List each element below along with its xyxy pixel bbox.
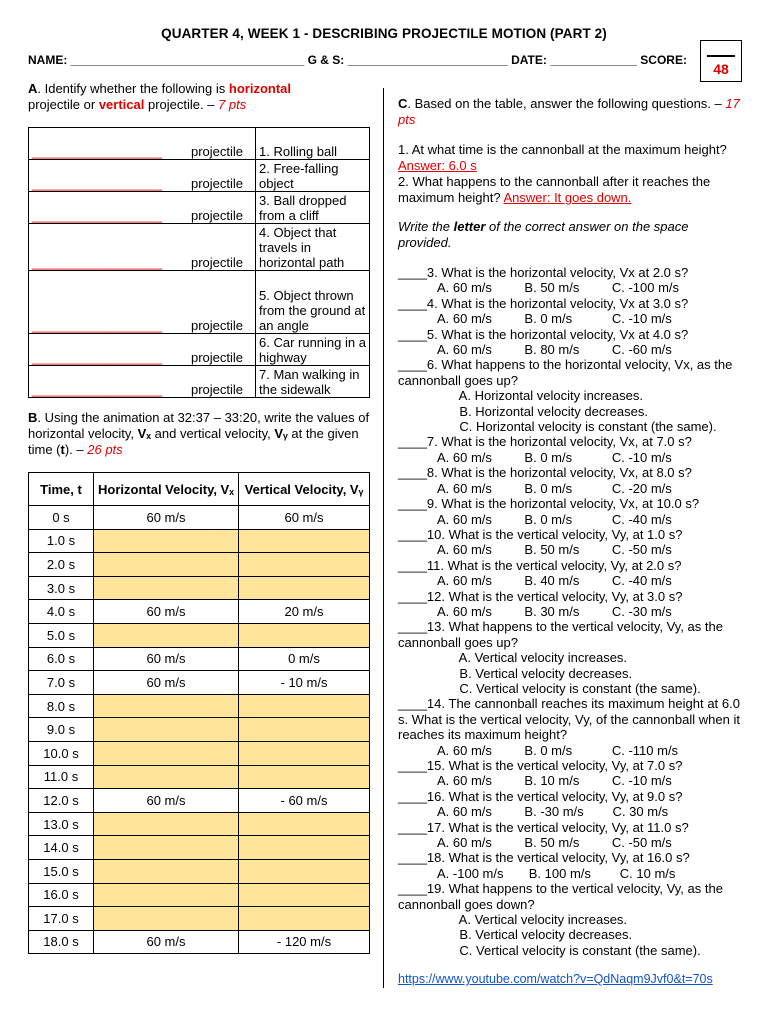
student-info-line: NAME: ___________________________________ G & S: ________________________ DATE: _____________ SCORE: [28, 53, 687, 67]
identify-row [29, 334, 370, 366]
worksheet-title: QUARTER 4, WEEK 1 - DESCRIBING PROJECTILE MOTION (PART 2) [161, 26, 607, 41]
time-cell: 4.0 s [29, 600, 94, 624]
vy-cell[interactable] [239, 883, 370, 907]
answer-cell[interactable] [29, 366, 256, 398]
question-7: ____7. What is the horizontal velocity, Vx, at 7.0 s? [398, 434, 692, 450]
projectile-suffix: projectile [191, 176, 244, 191]
item-description: 2. Free-falling object [256, 160, 370, 192]
question-6: ____6. What happens to the horizontal velocity, Vx, as the cannonball goes up? [398, 357, 733, 388]
vy-cell: 0 m/s [239, 647, 370, 671]
header-vertical-velocity: Vertical Velocity, Vᵧ [239, 473, 370, 506]
answer-blank: __________________ [32, 208, 163, 223]
answer-blank: __________________ [32, 176, 163, 191]
answer-cell[interactable] [29, 334, 256, 366]
question-1: 1. At what time is the cannonball at the maximum height? Answer: 6.0 s [398, 142, 727, 173]
velocity-table [28, 472, 370, 954]
item-description: 3. Ball dropped from a cliff [256, 192, 370, 224]
projectile-suffix: projectile [191, 318, 244, 333]
vy-cell[interactable] [239, 553, 370, 577]
identify-row [29, 271, 370, 334]
vx-cell[interactable] [94, 883, 239, 907]
velocity-row [29, 671, 370, 695]
velocity-row [29, 930, 370, 954]
velocity-row [29, 623, 370, 647]
question-9: ____9. What is the horizontal velocity, Vx, at 10.0 s? [398, 496, 700, 512]
velocity-row [29, 859, 370, 883]
identify-table [28, 127, 370, 398]
projectile-suffix: projectile [191, 255, 244, 270]
velocity-row [29, 553, 370, 577]
velocity-row [29, 907, 370, 931]
item-description: 5. Object thrown from the ground at an angle [256, 271, 370, 334]
question-4: ____4. What is the horizontal velocity, Vx at 3.0 s? [398, 295, 689, 311]
time-cell: 8.0 s [29, 694, 94, 718]
velocity-row [29, 883, 370, 907]
vx-cell: 60 m/s [94, 600, 239, 624]
time-cell: 15.0 s [29, 859, 94, 883]
write-letter-instructions: Write the letter of the correct answer on the space provided. [398, 219, 689, 250]
vx-cell[interactable] [94, 907, 239, 931]
time-cell: 6.0 s [29, 647, 94, 671]
item-description: 6. Car running in a highway [256, 334, 370, 366]
velocity-row [29, 765, 370, 789]
vy-cell[interactable] [239, 812, 370, 836]
velocity-row [29, 647, 370, 671]
answer-cell[interactable] [29, 128, 256, 160]
section-c-instructions: C. Based on the table, answer the following questions. – 17 pts [398, 96, 740, 127]
vx-cell[interactable] [94, 812, 239, 836]
velocity-row [29, 600, 370, 624]
time-cell: 3.0 s [29, 576, 94, 600]
vy-cell: - 60 m/s [239, 789, 370, 813]
velocity-row [29, 836, 370, 860]
time-cell: 14.0 s [29, 836, 94, 860]
vx-cell[interactable] [94, 576, 239, 600]
score-box [700, 40, 742, 82]
time-cell: 18.0 s [29, 930, 94, 954]
vx-cell[interactable] [94, 765, 239, 789]
answer-cell[interactable] [29, 271, 256, 334]
question-17: ____17. What is the vertical velocity, Vy, at 11.0 s? [398, 819, 689, 835]
question-18: ____18. What is the vertical velocity, Vy, at 16.0 s? [398, 850, 690, 866]
answer-cell[interactable] [29, 224, 256, 271]
answer-blank: __________________ [32, 144, 163, 159]
answer-blank: __________________ [32, 350, 163, 365]
time-cell: 10.0 s [29, 741, 94, 765]
vy-cell[interactable] [239, 765, 370, 789]
answer-cell[interactable] [29, 160, 256, 192]
vy-cell: 60 m/s [239, 506, 370, 530]
time-cell: 16.0 s [29, 883, 94, 907]
time-cell: 17.0 s [29, 907, 94, 931]
vx-cell: 60 m/s [94, 647, 239, 671]
vx-cell: 60 m/s [94, 671, 239, 695]
score-value: 48 [713, 61, 729, 77]
question-10: ____10. What is the vertical velocity, Vy, at 1.0 s? [398, 526, 683, 542]
question-14: ____14. The cannonball reaches its maximum height at 6.0 s. What is the vertical velocity, Vy, of the cannonball when it reaches its maximum height? [398, 696, 740, 743]
vx-cell[interactable] [94, 836, 239, 860]
vy-cell[interactable] [239, 694, 370, 718]
identify-row [29, 224, 370, 271]
question-3: ____3. What is the horizontal velocity, Vx at 2.0 s? [398, 265, 689, 280]
vx-cell: 60 m/s [94, 930, 239, 954]
time-cell: 7.0 s [29, 671, 94, 695]
item-description: 4. Object that travels in horizontal path [256, 224, 370, 271]
question-11: ____11. What is the vertical velocity, Vy, at 2.0 s? [398, 557, 682, 573]
answer-blank: __________________ [32, 255, 163, 270]
identify-row [29, 192, 370, 224]
vx-cell[interactable] [94, 741, 239, 765]
velocity-row [29, 506, 370, 530]
vx-cell[interactable] [94, 623, 239, 647]
item-description: 1. Rolling ball [256, 128, 370, 160]
question-8: ____8. What is the horizontal velocity, Vx, at 8.0 s? [398, 465, 692, 481]
time-cell: 11.0 s [29, 765, 94, 789]
projectile-suffix: projectile [191, 208, 244, 223]
identify-row [29, 366, 370, 398]
vx-cell: 60 m/s [94, 506, 239, 530]
question-2: 2. What happens to the cannonball after it reaches the maximum height? Answer: It goes down. [398, 174, 711, 205]
vx-cell[interactable] [94, 553, 239, 577]
identify-row [29, 128, 370, 160]
question-16: ____16. What is the vertical velocity, Vy, at 9.0 s? [398, 788, 683, 804]
vy-cell[interactable] [239, 836, 370, 860]
section-a-instructions: A. Identify whether the following is horizontal projectile or vertical projectile. – 7 pts [28, 81, 291, 112]
time-cell: 9.0 s [29, 718, 94, 742]
answer-cell[interactable] [29, 192, 256, 224]
velocity-row [29, 741, 370, 765]
header-time: Time, t [29, 473, 94, 506]
velocity-row [29, 718, 370, 742]
mc-questions: ____3. What is the horizontal velocity, Vx at 2.0 s? A. 60 m/s B. 50 m/s C. -100 m/s ____4. What is the horizontal velocity, Vx at 3.0 s? A. 60 m/s B. 0 m/s C. -10 m/s ____5. What is the horizontal velocity, Vx at 4.0 s? A. 60 m/s B. 80 m/s C. -60 m/s ____6. What happens to the horizontal velocity, Vx, as the cannonball goes up? A. Horizontal velocity increases. B. Horizontal velocity decreases. C. Horizontal velocity is constant (the same). ____7. What is the horizontal velocity, Vx, at 7.0 s? A. 60 m/s B. 0 m/s C. -10 m/s ____8. What is the horizontal velocity, Vx, at 8.0 s? A. 60 m/s B. 0 m/s C. -20 m/s ____9. What is the horizontal velocity, Vx, at 10.0 s? A. 60 m/s B. 0 m/s C. -40 m/s ____10. What is the vertical velocity, Vy, at 1.0 s? A. 60 m/s B. 50 m/s C. -50 m/s ____11. What is the vertical velocity, Vy, at 2.0 s? A. 60 m/s B. 40 m/s C. -40 m/s ____12. What is the vertical velocity, Vy, at 3.0 s? A. 60 m/s B. 30 m/s C. -30 m/s ____13. What happens to the vertical velocity, Vy, as the cannonball goes up? A. Vertical velocity increases. B. Vertical velocity decreases. C. Vertical velocity is constant (the same). ____14. The cannonball reaches its maximum height at 6.0 s. What is the vertical velocity, Vy, of the cannonball when it reaches its maximum height? A. 60 m/s B. 0 m/s C. -110 m/s ____15. What is the vertical velocity, Vy, at 7.0 s? A. 60 m/s B. 10 m/s C. -10 m/s ____16. What is the vertical velocity, Vy, at 9.0 s? A. 60 m/s B. -30 m/s C. 30 m/s ____17. What is the vertical velocity, Vy, at 11.0 s? A. 60 m/s B. 50 m/s C. -50 m/s ____18. What is the vertical velocity, Vy, at 16.0 s? A. -100 m/s B. 100 m/s C. 10 m/s ____19. What happens to the vertical velocity, Vy, as the cannonball goes down? A. Vertical velocity increases. B. Vertical velocity decreases. C. Vertical velocity is constant (the same). [398, 265, 740, 958]
vy-cell[interactable] [239, 718, 370, 742]
question-13: ____13. What happens to the vertical velocity, Vy, as the cannonball goes up? [398, 619, 723, 650]
projectile-suffix: projectile [191, 350, 244, 365]
projectile-suffix: projectile [191, 144, 244, 159]
velocity-row [29, 694, 370, 718]
projectile-suffix: projectile [191, 382, 244, 397]
velocity-row [29, 812, 370, 836]
time-cell: 2.0 s [29, 553, 94, 577]
vy-cell[interactable] [239, 576, 370, 600]
time-cell: 0 s [29, 506, 94, 530]
column-divider [383, 88, 384, 988]
answer-blank: __________________ [32, 318, 163, 333]
vx-cell[interactable] [94, 859, 239, 883]
vy-cell: - 120 m/s [239, 930, 370, 954]
vy-cell: 20 m/s [239, 600, 370, 624]
answer-blank: __________________ [32, 382, 163, 397]
question-12: ____12. What is the vertical velocity, Vy, at 3.0 s? [398, 588, 683, 604]
vx-cell[interactable] [94, 718, 239, 742]
velocity-row [29, 576, 370, 600]
vy-cell[interactable] [239, 741, 370, 765]
section-b-instructions: B. Using the animation at 32:37 – 33:20, write the values of horizontal velocity, Vₓ and vertical velocity, Vᵧ at the given time (t). – 26 pts [28, 410, 370, 457]
vy-cell[interactable] [239, 623, 370, 647]
time-cell: 5.0 s [29, 623, 94, 647]
header-horizontal-velocity: Horizontal Velocity, Vₓ [94, 473, 239, 506]
identify-row [29, 160, 370, 192]
vx-cell[interactable] [94, 694, 239, 718]
vx-cell[interactable] [94, 529, 239, 553]
question-15: ____15. What is the vertical velocity, Vy, at 7.0 s? [398, 758, 683, 773]
velocity-row [29, 789, 370, 813]
vy-cell: - 10 m/s [239, 671, 370, 695]
vx-cell: 60 m/s [94, 789, 239, 813]
time-cell: 1.0 s [29, 529, 94, 553]
vy-cell[interactable] [239, 907, 370, 931]
question-19: ____19. What happens to the vertical velocity, Vy, as the cannonball goes down? [398, 881, 723, 912]
time-cell: 13.0 s [29, 812, 94, 836]
time-cell: 12.0 s [29, 789, 94, 813]
velocity-row [29, 529, 370, 553]
vy-cell[interactable] [239, 859, 370, 883]
vy-cell[interactable] [239, 529, 370, 553]
item-description: 7. Man walking in the sidewalk [256, 366, 370, 398]
video-link[interactable]: https://www.youtube.com/watch?v=QdNaqm9Jvf0&t=70s [398, 972, 713, 986]
question-5: ____5. What is the horizontal velocity, Vx at 4.0 s? [398, 326, 689, 342]
